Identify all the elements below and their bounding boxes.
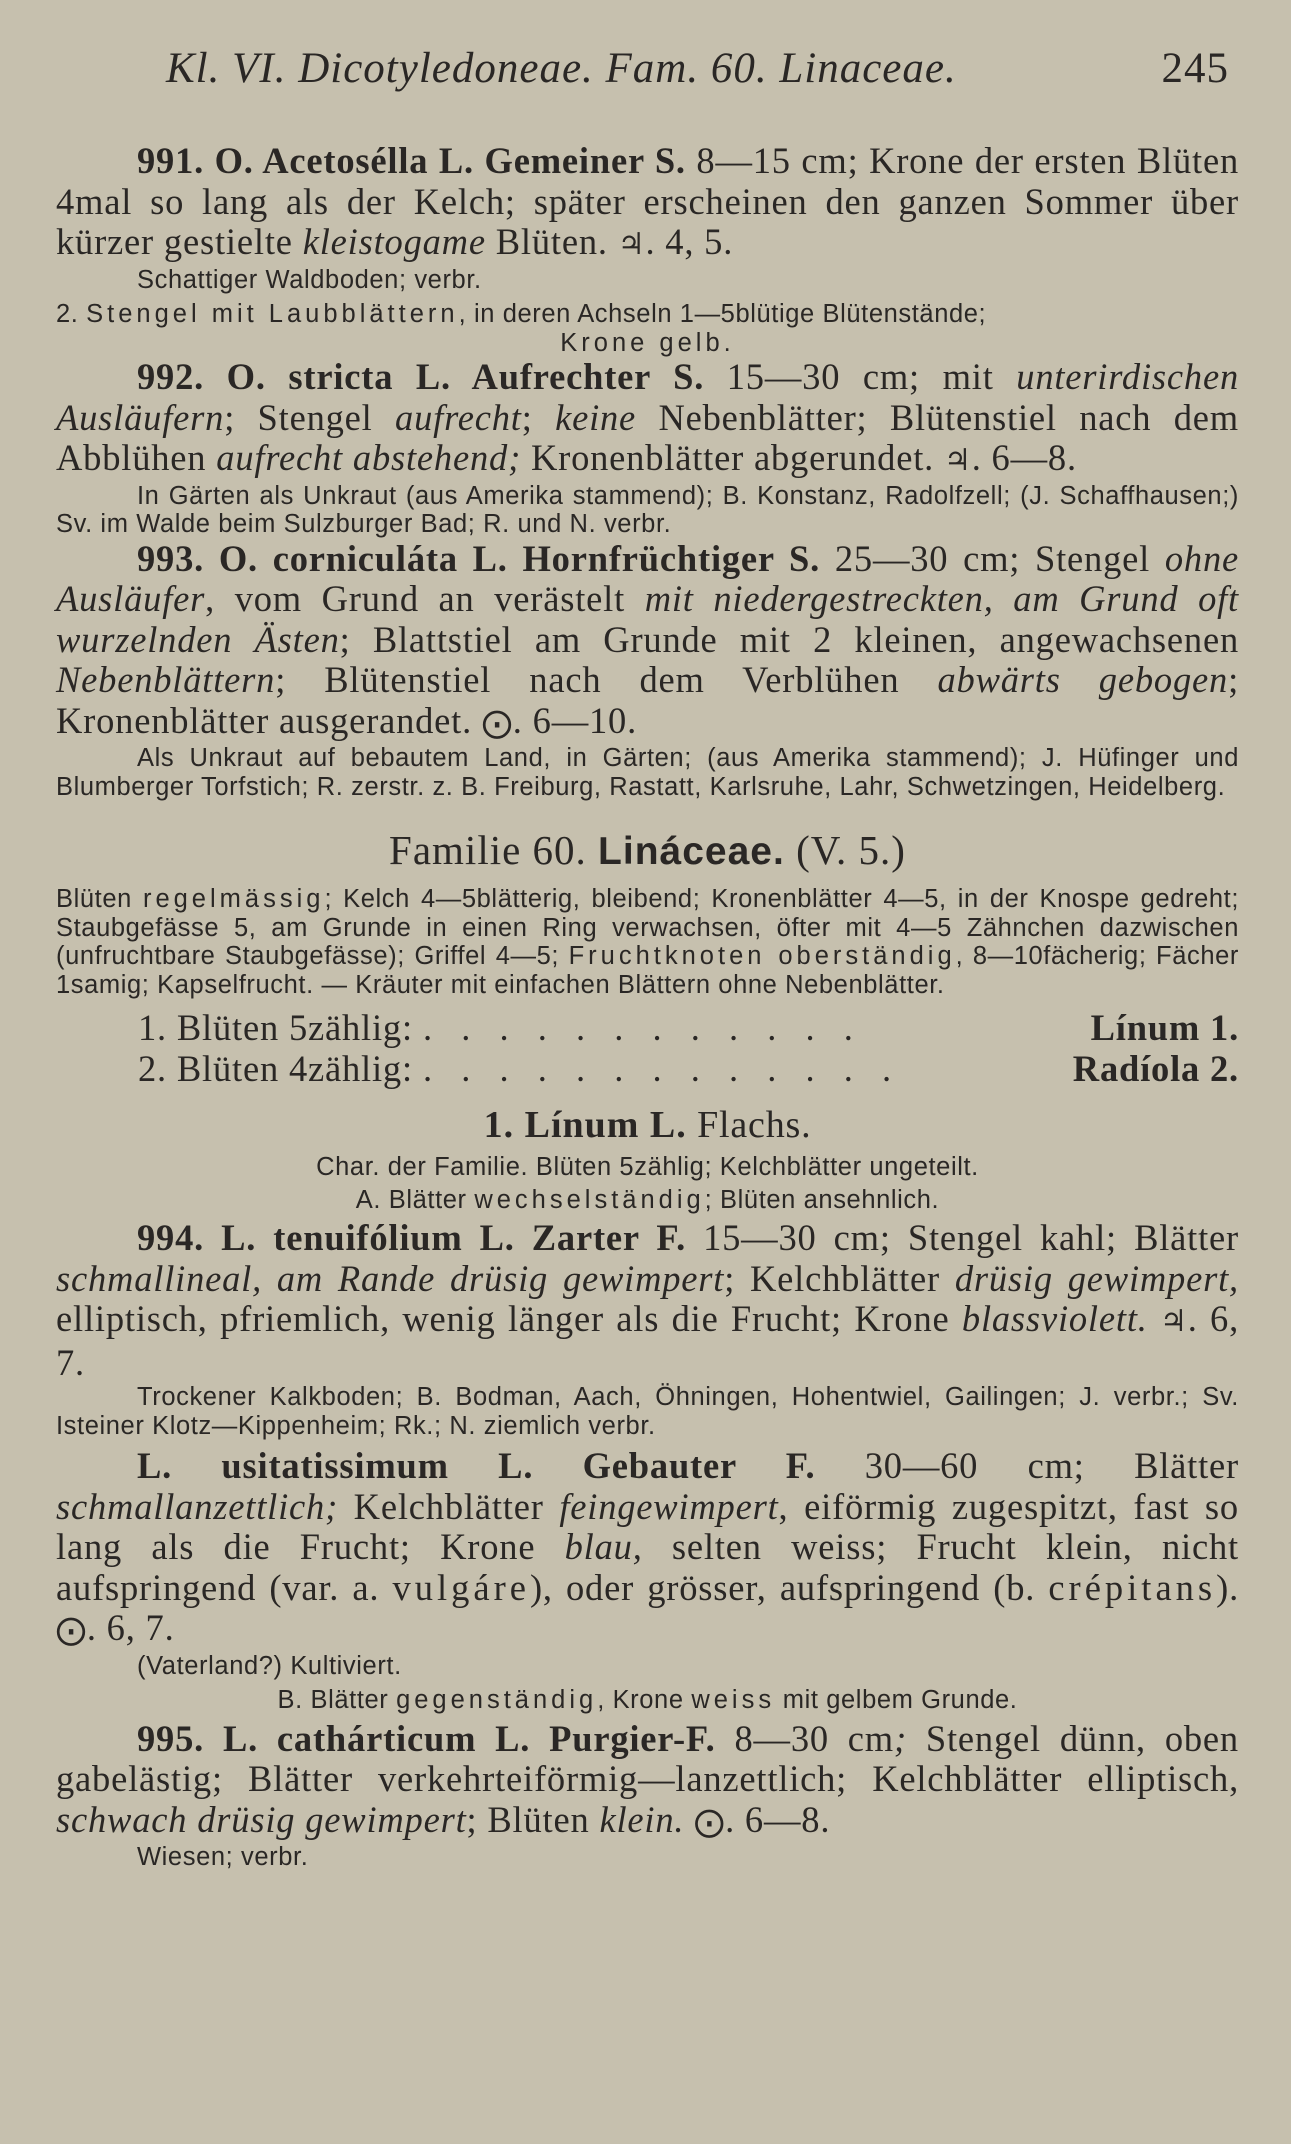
habitat-note: Wiesen; verbr. (137, 1843, 309, 1871)
family-heading: Familie 60. Lináceae. (V. 5.) (389, 827, 906, 873)
habitat-note: Schattiger Waldboden; verbr. (137, 265, 482, 294)
perennial-symbol: ♃ (1160, 1304, 1188, 1339)
perennial-symbol: ♃ (944, 443, 972, 478)
key-row: 2. Blüten 4zählig: . . . . . . . . . . . . . Radíola 2. (138, 1048, 1239, 1089)
page-number: 245 (1161, 45, 1229, 92)
family-description: Blüten regelmässig; Kelch 4—5blätterig, bleibend; Kronenblätter 4—5, in der Knospe gedreht; Staubgefässe 5, am Grunde in einen Ring verwachsen, öfter mit 4—5 Zähnchen dazwischen (unfruchtbare Staubgefässe); Griffel 4—5; Fruchtknoten oberständig, 8—10fächerig; Fächer 1samig; Kapselfrucht. — Kräuter mit einfachen Blättern ohne Nebenblätter. (56, 885, 1240, 999)
key-lead-2: 2. Stengel mit Laubblättern, in deren Achseln 1—5blütige Blütenstände; Krone gelb. (56, 300, 987, 357)
annual-symbol: ⨀ (694, 1804, 726, 1840)
perennial-symbol: ♃ (617, 227, 646, 262)
annual-symbol: ⨀ (56, 1613, 87, 1648)
species-heading: 994. L. tenuifólium L. Zarter F. (137, 1217, 687, 1258)
species-entry-991: 991. O. Acetosélla L. Gemeiner S. 8—15 cm; Krone der ersten Blüten 4mal so lang als der Kelch; später erscheinen den ganzen Sommer über kürzer gestielte kleistogame Blüten. ♃. 4, 5. (56, 140, 1239, 262)
annual-symbol: ⨀ (481, 705, 513, 741)
running-head (166, 44, 1239, 93)
species-heading: L. usitatissimum L. Gebauter F. (137, 1445, 816, 1486)
group-a-heading: A. Blätter wechselständig; Blüten ansehnlich. (355, 1185, 940, 1214)
species-heading: 993. O. corniculáta L. Hornfrüchtiger S. (137, 537, 821, 579)
page-body (56, 141, 1239, 1872)
habitat-note: (Vaterland?) Kultiviert. (137, 1651, 402, 1680)
genus-key (56, 1007, 1239, 1089)
species-entry-992: 992. O. stricta L. Aufrechter S. 15—30 cm; mit unterirdischen Ausläufern; Stengel aufrecht; keine Nebenblätter; Blütenstiel nach dem Abblühen aufrecht abstehend; Kronenblätter abgerundet. ♃. 6—8. (56, 356, 1239, 478)
habitat-note: Als Unkraut auf bebautem Land, in Gärten; (aus Amerika stammend); J. Hüfinger und Blumberger Torfstich; R. zerstr. z. B. Freiburg, Rastatt, Karlsruhe, Lahr, Schwetzingen, Heidelberg. (56, 744, 1239, 801)
habitat-note: In Gärten als Unkraut (aus Amerika stammend); B. Konstanz, Radolfzell; (J. Schaffhausen;) Sv. im Walde beim Sulzburger Bad; R. und N. verbr. (56, 481, 1239, 538)
species-heading: 991. O. Acetosélla L. Gemeiner S. (137, 140, 686, 181)
genus-heading: 1. Línum L. Flachs. (483, 1104, 812, 1146)
species-heading: 995. L. cathárticum L. Purgier-F. (137, 1717, 716, 1759)
species-entry-usitatissimum: L. usitatissimum L. Gebauter F. 30—60 cm; Blätter schmallanzettlich; Kelchblätter feingewimpert, eiförmig zugespitzt, fast so lang als die Frucht; Krone blau, selten weiss; Frucht klein, nicht aufspringend (var. a. vulgáre), oder grösser, aufspringend (b. crépitans). ⨀. 6, 7. (56, 1445, 1239, 1648)
group-b-heading: B. Blätter gegenständig, Krone weiss mit gelbem Grunde. (277, 1686, 1018, 1714)
key-row: 1. Blüten 5zählig: . . . . . . . . . . . . Línum 1. (138, 1007, 1239, 1048)
species-entry-995: 995. L. cathárticum L. Purgier-F. 8—30 cm; Stengel dünn, oben gabelästig; Blätter verkehrteiförmig—lanzettlich; Kelchblätter elliptisch, schwach drüsig gewimpert; Blüten klein. ⨀. 6—8. (56, 1717, 1239, 1840)
species-entry-994: 994. L. tenuifólium L. Zarter F. 15—30 cm; Stengel kahl; Blätter schmallineal, am Rande drüsig gewimpert; Kelchblätter drüsig gewimpert, elliptisch, pfriemlich, wenig länger als die Frucht; Krone blassviolett. ♃. 6, 7. (56, 1217, 1240, 1383)
habitat-note: Trockener Kalkboden; B. Bodman, Aach, Öhningen, Hohentwiel, Gailingen; J. verbr.; Sv. Isteiner Klotz—Kippenheim; Rk.; N. ziemlich verbr. (56, 1383, 1239, 1440)
running-title: Kl. VI. Dicotyledoneae. Fam. 60. Linaceae. (166, 45, 957, 92)
species-heading: 992. O. stricta L. Aufrechter S. (137, 356, 705, 397)
genus-character: Char. der Familie. Blüten 5zählig; Kelchblätter ungeteilt. (316, 1153, 979, 1181)
species-entry-993: 993. O. corniculáta L. Hornfrüchtiger S. 25—30 cm; Stengel ohne Ausläufer, vom Grund an verästelt mit niedergestreckten, am Grund oft wurzelnden Ästen; Blattstiel am Grunde mit 2 kleinen, angewachsenen Nebenblättern; Blütenstiel nach dem Verblühen abwärts gebogen; Kronenblätter ausgerandet. ⨀. 6—10. (56, 537, 1240, 741)
